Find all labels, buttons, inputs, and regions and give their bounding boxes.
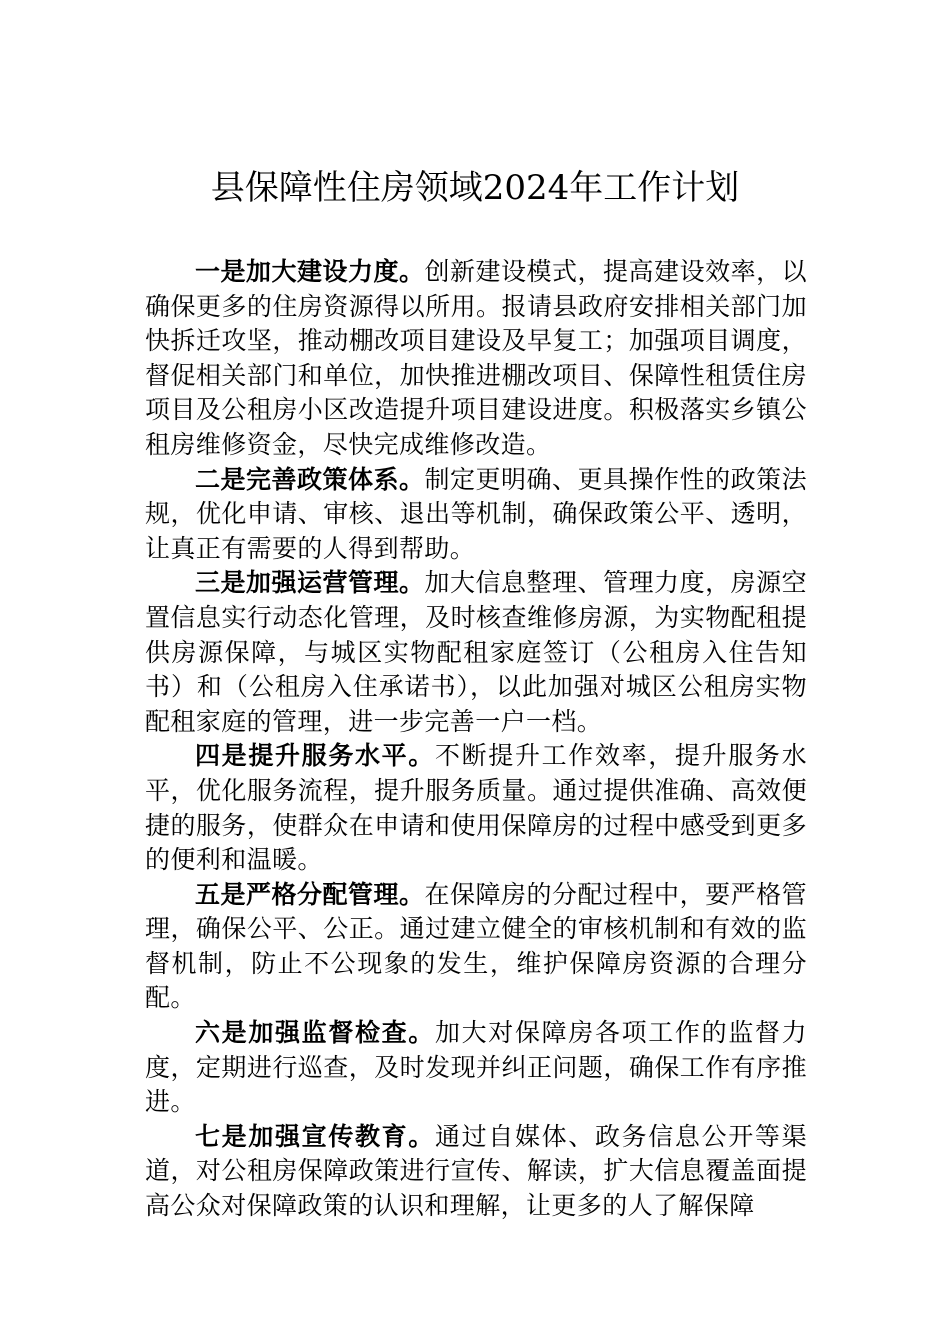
paragraph-text: 加大信息整理、管理力度，房源空置信息实行动态化管理，及时核查维修房源，为实物配租提供房源保障，与城区实物配租家庭签订（公租房入住告知书）和（公租房入住承诺书），以此加强对城区公租房实物配租家庭的管理，进一步完善一户一档。 [145,568,807,736]
paragraph-1 [145,255,807,463]
paragraph-2 [145,463,807,567]
paragraph-text: 加大对保障房各项工作的监督力度，定期进行巡查，及时发现并纠正问题，确保工作有序推进。 [145,1018,807,1117]
paragraph-6 [145,1016,807,1120]
document-title: 县保障性住房领域2024年工作计划 [210,168,740,208]
paragraph-7 [145,1120,807,1224]
paragraph-text: 不断提升工作效率，提升服务水平，优化服务流程，提升服务质量。通过提供准确、高效便捷的服务，使群众在申请和使用保障房的过程中感受到更多的便利和温暖。 [145,741,807,875]
paragraph-lead: 一是加大建设力度。 [195,257,425,286]
paragraph-text: 在保障房的分配过程中，要严格管理，确保公平、公正。通过建立健全的审核机制和有效的监督机制，防止不公现象的发生，维护保障房资源的合理分配。 [145,879,807,1013]
paragraph-4 [145,739,807,877]
paragraph-text: 制定更明确、更具操作性的政策法规，优化申请、审核、退出等机制，确保政策公平、透明，让真正有需要的人得到帮助。 [145,464,807,563]
paragraph-lead: 二是完善政策体系。 [195,464,425,494]
paragraph-3 [145,566,807,739]
document-body [145,255,807,1224]
paragraph-lead: 四是提升服务水平。 [195,741,435,771]
paragraph-5 [145,878,807,1016]
paragraph-text: 创新建设模式，提高建设效率，以确保更多的住房资源得以所用。报请县政府安排相关部门加快拆迁攻坚，推动棚改项目建设及早复工；加强项目调度，督促相关部门和单位，加快推进棚改项目、保障性租赁住房项目及公租房小区改造提升项目建设进度。积极落实乡镇公租房维修资金，尽快完成维修改造。 [145,257,807,459]
paragraph-lead: 三是加强运营管理。 [195,568,425,598]
paragraph-lead: 五是严格分配管理。 [195,879,425,909]
paragraph-lead: 六是加强监督检查。 [195,1018,435,1048]
paragraph-lead: 七是加强宣传教育。 [195,1121,435,1151]
paragraph-text: 通过自媒体、政务信息公开等渠道，对公租房保障政策进行宣传、解读，扩大信息覆盖面提高公众对保障政策的认识和理解，让更多的人了解保障 [145,1121,807,1221]
